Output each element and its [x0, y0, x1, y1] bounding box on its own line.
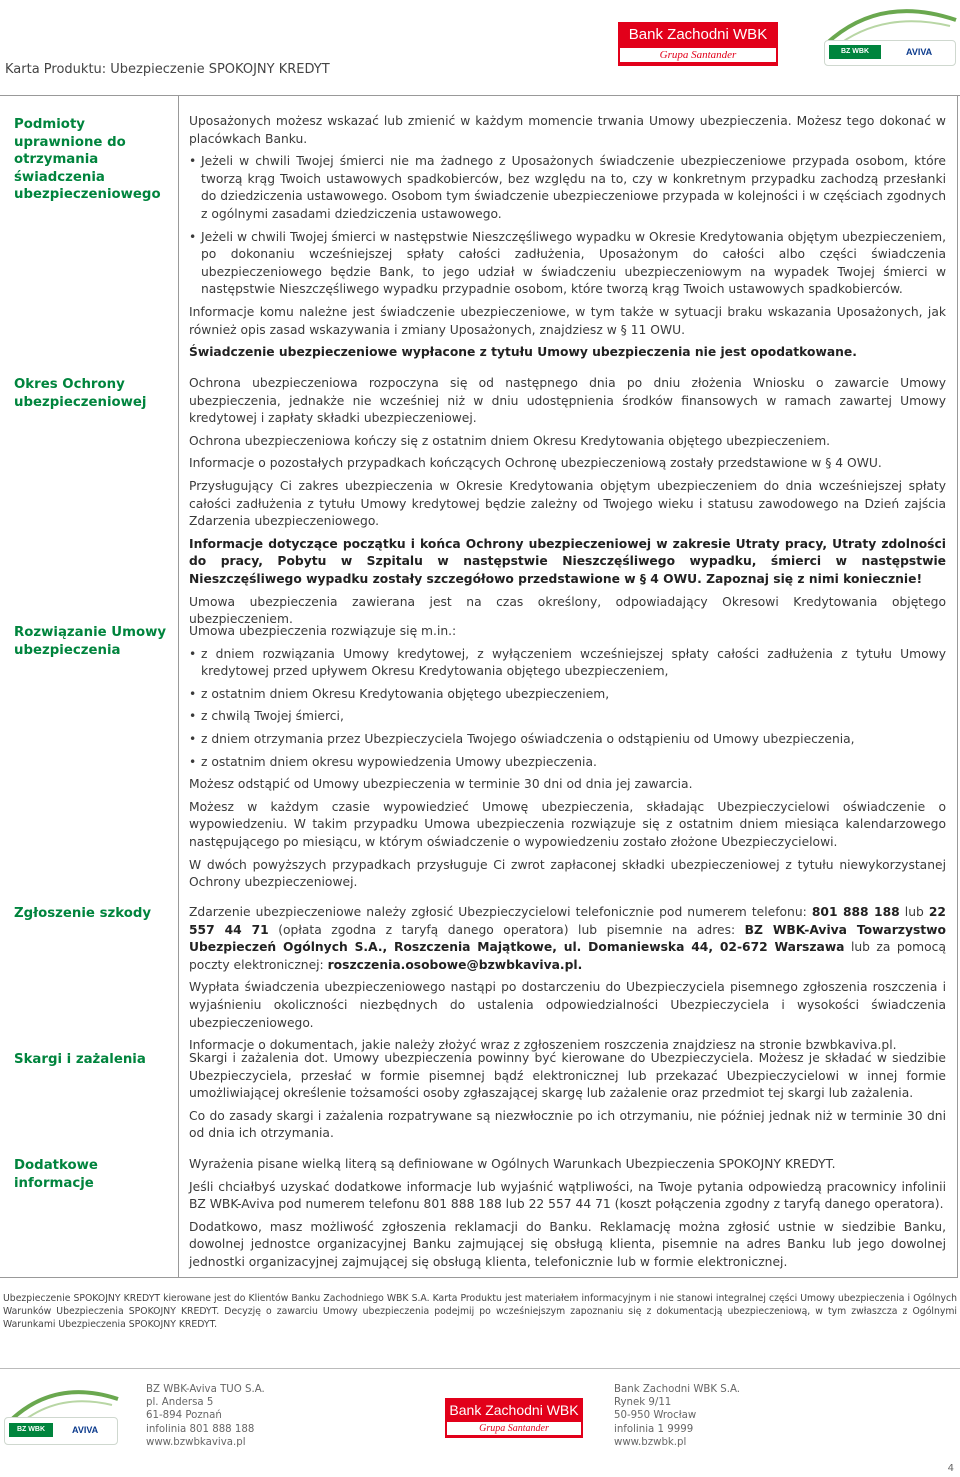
- paragraph: Wyrażenia pisane wielką literą są definiowane w Ogólnych Warunkach Ubezpieczenia SPOKOJNY KREDYT.: [189, 1157, 836, 1171]
- footer-line: Bank Zachodni WBK S.A.: [614, 1384, 741, 1395]
- paragraph: Jeśli chciałbyś uzyskać dodatkowe informacje lub wyjaśnić wątpliwości, na Twoje pytania odpowiedzą pracownicy infolinii BZ WBK-Aviva pod numerem telefonu 801 888 188 lub 22 557 44 71 (koszt połączenia zgodny z taryfą danego operatora).: [189, 1179, 946, 1212]
- table-bottom-border: [0, 1277, 958, 1278]
- footer-bank-logo: [445, 1398, 583, 1438]
- list-item: • z dniem otrzymania przez Ubezpieczyciela Twojego oświadczenia o odstąpieniu od Umowy ubezpieczenia,: [189, 731, 946, 749]
- text-run: lub za pomocą poczty elektronicznej:: [189, 940, 946, 972]
- paragraph: Możesz w każdym czasie wypowiedzieć Umowę ubezpieczenia, składając Ubezpieczycielowi oświadczenie o wypowiedzeniu. W takim przypadku Umowa ubezpieczenia rozwiązuje się z ostatnim dniem miesiąca kalendarzowego następującego po miesiącu, w którym oświadczenie o wypowiedzeniu zostało złożone Ubezpieczycielowi.: [189, 799, 946, 849]
- footer-divider: [0, 1368, 960, 1369]
- footer-line: infolinia 1 9999: [614, 1423, 694, 1435]
- list-item: • z dniem rozwiązania Umowy kredytowej, z wyłączeniem wcześniejszej spłaty całości zadłużenia z tytułu Umowy kredytowej przed upływem Okresu Kredytowania objętego ubezpieczeniem,: [189, 646, 946, 681]
- paragraph: Skargi i zażalenia dot. Umowy ubezpieczenia powinny być kierowane do Ubezpieczyciela. Możesz je składać w siedzibie Ubezpieczyciela, przesłać w formie pisemnej bądź elektronicznej lub przekazać Ubezpieczycielowi w innej formie umożliwiającej określenie tożsamości osoby zgłaszającej skargę lub zażalenie oraz przedmiot tej skargi lub zażalenia.: [189, 1051, 946, 1101]
- bank-zachodni-logo: [618, 22, 778, 66]
- paragraph: [189, 904, 946, 974]
- label-complaints: Skargi i zażalenia: [14, 1052, 146, 1067]
- footer-bzwbk-aviva-logo: [2, 1385, 120, 1447]
- aviva-wordmark: AVIVA: [72, 1425, 99, 1435]
- footer-line: 50-950 Wrocław: [614, 1410, 697, 1422]
- paragraph: Umowa ubezpieczenia rozwiązuje się m.in.:: [189, 624, 457, 638]
- section-coverage-period: [189, 375, 946, 634]
- footer-line: 61-894 Poznań: [146, 1410, 222, 1422]
- bank-logo-subtitle: Grupa Santander: [620, 48, 776, 62]
- footer-line: pl. Andersa 5: [146, 1397, 214, 1409]
- phone-number: 22 557 44 71: [189, 905, 946, 937]
- section-complaints: [189, 1050, 946, 1148]
- page-number: 4: [947, 1463, 954, 1474]
- text-run: Zdarzenie ubezpieczeniowe należy zgłosić Ubezpieczycielowi telefonicznie pod numerem telefonu:: [189, 905, 812, 919]
- footer-line: BZ WBK-Aviva TUO S.A.: [146, 1384, 265, 1395]
- section-additional-info: [189, 1156, 946, 1277]
- list-item: • Jeżeli w chwili Twojej śmierci w następstwie Nieszczęśliwego wypadku w Okresie Kredytowania objętym ubezpieczeniem, po dokonaniu wcześniejszej spłaty całości zadłużenia, Uposażonym do całości albo części świadczenia ubezpieczeniowego będzie Bank, to jego udział w świadczeniu ubezpieczeniowym na wypadek Twojej śmierci w następstwie Nieszczęśliwego wypadku przypadnie osobom, które tworzą krąg Twoich ustawowych spadkobierców.: [189, 229, 946, 299]
- label-termination: Rozwiązanie Umowy ubezpieczenia: [14, 625, 167, 658]
- paragraph-bold: Świadczenie ubezpieczeniowe wypłacone z tytułu Umowy ubezpieczenia nie jest opodatkowane.: [189, 345, 857, 360]
- bank-logo-subtitle: Grupa Santander: [447, 1422, 581, 1435]
- section-claim-report: [189, 904, 946, 1060]
- footer-bank-contact: [614, 1383, 740, 1449]
- paragraph: Ochrona ubezpieczeniowa rozpoczyna się od następnego dnia po dniu złożenia Wniosku o zawarcie Umowy ubezpieczenia, jednakże nie wcześniej niż w dniu udostępnienia środków finansowych w ramach zawartej Umowy kredytowej i zapłaty składki ubezpieczeniowej.: [189, 376, 946, 426]
- phone-number: 801 888 188: [811, 905, 900, 919]
- paragraph: Umowa ubezpieczenia zawierana jest na czas określony, odpowiadający Okresowi Kredytowania objętego ubezpieczeniem.: [189, 594, 946, 627]
- footer-aviva-contact: [146, 1383, 265, 1449]
- paragraph: Ochrona ubezpieczeniowa kończy się z ostatnim dniem Okresu Kredytowania objętego ubezpieczeniem.: [189, 433, 831, 448]
- footer-link[interactable]: www.bzwbk.pl: [614, 1436, 687, 1448]
- bullet-list: [189, 153, 946, 299]
- paragraph: Informacje o dokumentach, jakie należy złożyć wraz z zgłoszeniem roszczenia znajdziesz na stronie bzwbkaviva.pl.: [189, 1038, 897, 1053]
- section-termination: [189, 623, 946, 897]
- table-column-divider: [178, 95, 179, 1278]
- paragraph: Wypłata świadczenia ubezpieczeniowego nastąpi po dostarczeniu do Ubezpieczyciela pisemnego zgłoszenia roszczenia i wyjaśnieniu okoliczności niezbędnych do ustalenia odpowiedzialności Ubezpieczyciela i wysokości świadczenia ubezpieczeniowego.: [189, 980, 946, 1030]
- paragraph: Informacje o pozostałych przypadkach kończących Ochronę ubezpieczeniową zostały przedstawione w § 4 OWU.: [189, 456, 882, 471]
- aviva-wordmark: AVIVA: [906, 47, 933, 57]
- table-top-border: [0, 95, 960, 96]
- list-item: • z ostatnim dniem Okresu Kredytowania objętego ubezpieczeniem,: [189, 686, 946, 704]
- text-run: (opłata zgodna z taryfą danego operatora) lub pisemnie na adres:: [268, 922, 745, 937]
- text-run: lub: [899, 905, 929, 919]
- bank-logo-name: Bank Zachodni WBK: [449, 1402, 579, 1418]
- list-item: • z ostatnim dniem okresu wypowiedzenia Umowy ubezpieczenia.: [189, 754, 946, 772]
- bzwbk-aviva-logo: [820, 4, 958, 66]
- list-item: • Jeżeli w chwili Twojej śmierci nie ma żadnego z Uposażonych świadczenie ubezpieczeniowe przypada osobom, które tworzą krąg Twoich ustawowych spadkobierców, bez względu na to, czy w konkretnym przypadku zachodzą przesłanki do dziedziczenia ustawowego. Osobom tym świadczenie ubezpieczeniowe przypada w kolejności i w częściach zgodnych z ogólnymi zasadami dziedziczenia ustawowego.: [189, 153, 946, 223]
- table-right-border: [957, 95, 958, 1278]
- label-additional-info: Dodatkowe informacje: [14, 1158, 98, 1191]
- list-item: • z chwilą Twojej śmierci,: [189, 708, 946, 726]
- postal-address: BZ WBK-Aviva Towarzystwo Ubezpieczeń Ogólnych S.A., Roszczenia Majątkowe, ul. Domaniewska 44, 02-672 Warszawa: [189, 922, 946, 955]
- footer-line: Rynek 9/11: [614, 1397, 672, 1409]
- footer-link[interactable]: www.bzwbkaviva.pl: [146, 1436, 246, 1448]
- label-beneficiaries: Podmioty uprawnione do otrzymania świadczenia ubezpieczeniowego: [14, 117, 161, 202]
- paragraph-bold: Informacje dotyczące początku i końca Ochrony ubezpieczeniowej w zakresie Utraty pracy, Utraty zdolności do pracy, Pobytu w Szpitalu w następstwie Nieszczęśliwego wypadku, śmierci w następstwie Nieszczęśliwego wypadku zostały szczegółowo przedstawione w § 4 OWU. Zapoznaj się z nimi koniecznie!: [189, 536, 946, 586]
- paragraph: Dodatkowo, masz możliwość zgłoszenia reklamacji do Banku. Reklamację można zgłosić ustnie w siedzibie Banku, dowolnej jednostce organizacyjnej Banku zajmującej się obsługą klienta, pisemnie na adres Banku lub jego dowolnej jednostki organizacyjnej zajmującej się obsługą klienta, telefonicznie lub w formie elektronicznej.: [189, 1219, 946, 1269]
- paragraph: Informacje komu należne jest świadczenie ubezpieczeniowe, w tym także w sytuacji braku wskazania Uposażonych, jak również opis zasad wskazywania i zmiany Uposażonych, znajdziesz w § 11 OWU.: [189, 304, 946, 337]
- paragraph: Przysługujący Ci zakres ubezpieczenia w Okresie Kredytowania objętym ubezpieczeniem do dnia wcześniejszej spłaty całości zadłużenia z tytułu Umowy kredytowej będzie zależny od Twojego wieku i statusu zawodowego na Dzień zajścia Zdarzenia ubezpieczeniowego.: [189, 478, 946, 529]
- label-coverage-period: Okres Ochrony ubezpieczeniowej: [14, 377, 147, 410]
- bullet-list: [189, 646, 946, 772]
- section-beneficiaries: [189, 113, 946, 367]
- email-address: roszczenia.osobowe@bzwbkaviva.pl.: [327, 957, 583, 972]
- bzwbk-wordmark: BZ WBK: [9, 1423, 53, 1437]
- paragraph: Co do zasady skargi i zażalenia rozpatrywane są niezwłocznie po ich otrzymaniu, nie później jednak niż w terminie 30 dni od dnia ich otrzymania.: [189, 1108, 946, 1141]
- bank-logo-name: Bank Zachodni WBK: [628, 26, 768, 43]
- paragraph: Uposażonych możesz wskazać lub zmienić w każdym momencie trwania Umowy ubezpieczenia. Możesz tego dokonać w placówkach Banku.: [189, 114, 946, 146]
- bzwbk-wordmark: BZ WBK: [829, 45, 881, 59]
- paragraph: Możesz odstąpić od Umowy ubezpieczenia w terminie 30 dni od dnia jej zawarcia.: [189, 777, 693, 792]
- footer-line: infolinia 801 888 188: [146, 1423, 255, 1435]
- page-title: Karta Produktu: Ubezpieczenie SPOKOJNY KREDYT: [5, 62, 330, 77]
- paragraph: W dwóch powyższych przypadkach przysługuje Ci zwrot zapłaconej składki ubezpieczeniowej z tytułu niewykorzystanej Ochrony ubezpieczeniowej.: [189, 857, 946, 890]
- disclaimer: Ubezpieczenie SPOKOJNY KREDYT kierowane jest do Klientów Banku Zachodniego WBK S.A. Karta Produktu jest materiałem informacyjnym i nie stanowi integralnej części Umowy ubezpieczenia i Ogólnych Warunków Ubezpieczenia SPOKOJNY KREDYT. Decyzję o zawarciu Umowy ubezpieczenia podejmij po wcześniejszym zapoznaniu się z dokumentacją ubezpieczeniową, w tym zwłaszcza z Ogólnymi Warunkami Ubezpieczenia SPOKOJNY KREDYT.: [3, 1293, 957, 1330]
- label-claim-report: Zgłoszenie szkody: [14, 906, 152, 921]
